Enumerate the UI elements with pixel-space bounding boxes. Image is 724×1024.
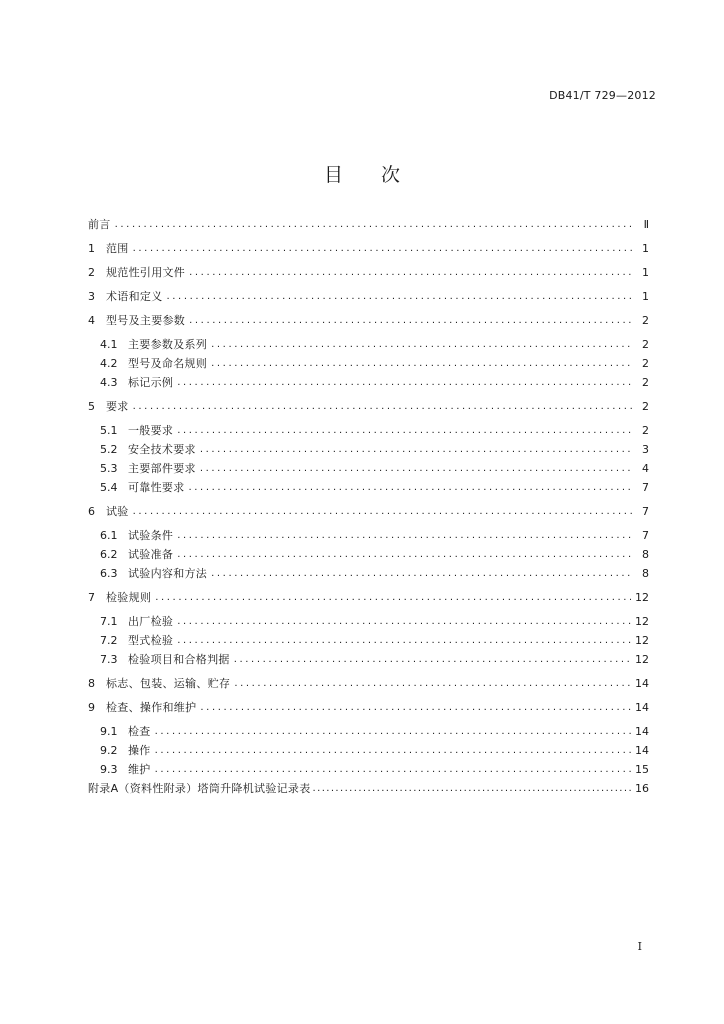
toc-entry-label: 维护 — [128, 763, 151, 776]
dot-leader — [133, 400, 633, 414]
title-char-2: 次 — [381, 164, 401, 186]
toc-entry-number: 5.3 — [100, 462, 118, 475]
dot-leader — [155, 725, 631, 739]
toc-entry-page: 16 — [635, 782, 649, 795]
toc-entry-label: 术语和定义 — [106, 290, 163, 303]
toc-entry-number: 6.3 — [100, 567, 118, 580]
dot-leader — [211, 338, 633, 352]
dot-leader — [189, 314, 633, 328]
toc-entry-7-3[interactable] — [100, 651, 649, 667]
toc-entry-page: 4 — [642, 462, 649, 475]
toc-entry-label: 检查、操作和维护 — [106, 701, 197, 714]
toc-entry-number: 4.1 — [100, 338, 118, 351]
dot-leader — [211, 567, 633, 581]
toc-entry-page: 12 — [635, 634, 649, 647]
toc-entry-number: 3 — [88, 290, 95, 303]
toc-entry-page: 2 — [642, 376, 649, 389]
toc-entry-label: 主要参数及系列 — [128, 338, 208, 351]
toc-entry-page: 15 — [635, 763, 649, 776]
dot-leader — [200, 701, 631, 715]
toc-entry-4[interactable] — [88, 312, 649, 328]
toc-entry-number: 7.2 — [100, 634, 118, 647]
toc-entry-page: 2 — [642, 314, 649, 327]
toc-entry-page: 14 — [635, 725, 649, 738]
toc-entry-number: 5.1 — [100, 424, 118, 437]
toc-entry-page: 8 — [642, 548, 649, 561]
toc-entry-4-1[interactable] — [100, 336, 649, 352]
toc-entry-label: 范围 — [106, 242, 129, 255]
toc-entry-foreword[interactable] — [88, 216, 649, 232]
toc-entry-number: 2 — [88, 266, 95, 279]
toc-entry-label: 标志、包装、运输、贮存 — [106, 677, 231, 690]
toc-entry-number: 4 — [88, 314, 95, 327]
toc-entry-label: 检验项目和合格判据 — [128, 653, 230, 666]
toc-entry-page: 3 — [642, 443, 649, 456]
toc-entry-label: 附录A（资料性附录）塔筒升降机试验记录表 — [88, 782, 311, 795]
toc-entry-label: 可靠性要求 — [128, 481, 185, 494]
toc-entry-page: 2 — [642, 357, 649, 370]
toc-entry-5-3[interactable] — [100, 460, 649, 476]
toc-entry-page: 12 — [635, 591, 649, 604]
toc-entry-8[interactable] — [88, 675, 649, 691]
dot-leader — [155, 744, 631, 758]
toc-entry-page: Ⅱ — [643, 218, 649, 231]
toc-entry-6-1[interactable] — [100, 527, 649, 543]
toc-entry-number: 4.3 — [100, 376, 118, 389]
toc-entry-number: 7 — [88, 591, 95, 604]
dot-leader — [177, 529, 633, 543]
toc-entry-label: 前言 — [88, 218, 111, 231]
toc-entry-number: 9 — [88, 701, 95, 714]
toc-entry-label: 试验 — [106, 505, 129, 518]
toc-entry-5[interactable] — [88, 398, 649, 414]
page-number: I — [637, 940, 642, 953]
toc-entry-1[interactable] — [88, 240, 649, 256]
dot-leader — [189, 481, 634, 495]
toc-entry-9[interactable] — [88, 699, 649, 715]
dot-leader — [177, 615, 631, 629]
dot-leader — [234, 653, 631, 667]
dot-leader — [313, 782, 631, 796]
toc-entry-4-3[interactable] — [100, 374, 649, 390]
dot-leader — [177, 424, 633, 438]
toc-entry-page: 1 — [642, 290, 649, 303]
dot-leader — [177, 634, 631, 648]
toc-entry-number: 9.2 — [100, 744, 118, 757]
toc-entry-label: 检查 — [128, 725, 151, 738]
toc-entry-number: 4.2 — [100, 357, 118, 370]
toc-entry-number: 9.3 — [100, 763, 118, 776]
toc-entry-5-1[interactable] — [100, 422, 649, 438]
toc-entry-page: 12 — [635, 615, 649, 628]
dot-leader — [133, 242, 633, 256]
toc-entry-number: 9.1 — [100, 725, 118, 738]
toc-entry-number: 8 — [88, 677, 95, 690]
toc-entry-4-2[interactable] — [100, 355, 649, 371]
dot-leader — [167, 290, 634, 304]
toc-entry-page: 14 — [635, 701, 649, 714]
toc-entry-label: 要求 — [106, 400, 129, 413]
dot-leader — [115, 218, 633, 232]
toc-entry-5-2[interactable] — [100, 441, 649, 457]
toc-entry-label: 安全技术要求 — [128, 443, 196, 456]
toc-entry-number: 5.4 — [100, 481, 118, 494]
toc-entry-page: 14 — [635, 677, 649, 690]
toc-entry-page: 2 — [642, 338, 649, 351]
toc-entry-label: 型式检验 — [128, 634, 174, 647]
toc-entry-6-2[interactable] — [100, 546, 649, 562]
toc-entry-label: 试验内容和方法 — [128, 567, 208, 580]
toc-entry-label: 型号及主要参数 — [106, 314, 186, 327]
toc-entry-number: 7.3 — [100, 653, 118, 666]
toc-entry-number: 1 — [88, 242, 95, 255]
title-char-1: 目 — [323, 164, 343, 186]
toc-entry-label: 型号及命名规则 — [128, 357, 208, 370]
toc-entry-6[interactable] — [88, 503, 649, 519]
toc-entry-label: 出厂检验 — [128, 615, 174, 628]
toc-entry-label: 标记示例 — [128, 376, 174, 389]
toc-entry-page: 7 — [642, 529, 649, 542]
document-code: DB41/T 729—2012 — [549, 89, 656, 102]
dot-leader — [177, 376, 633, 390]
toc-entry-number: 5.2 — [100, 443, 118, 456]
toc-entry-3[interactable] — [88, 288, 649, 304]
toc-entry-number: 5 — [88, 400, 95, 413]
toc-entry-label: 一般要求 — [128, 424, 174, 437]
toc-entry-label: 检验规则 — [106, 591, 152, 604]
dot-leader — [189, 266, 633, 280]
dot-leader — [155, 763, 631, 777]
toc-entry-7-1[interactable] — [100, 613, 649, 629]
toc-entry-page: 8 — [642, 567, 649, 580]
page-title — [0, 160, 724, 187]
toc-entry-2[interactable] — [88, 264, 649, 280]
toc-entry-label: 试验准备 — [128, 548, 174, 561]
toc-entry-6-3[interactable] — [100, 565, 649, 581]
toc-entry-page: 1 — [642, 266, 649, 279]
dot-leader — [200, 443, 633, 457]
toc-entry-5-4[interactable] — [100, 479, 649, 495]
toc-entry-page: 7 — [642, 481, 649, 494]
dot-leader — [133, 505, 633, 519]
toc-entry-label: 操作 — [128, 744, 151, 757]
toc-entry-page: 12 — [635, 653, 649, 666]
toc-entry-label: 试验条件 — [128, 529, 174, 542]
dot-leader — [211, 357, 633, 371]
toc-entry-page: 14 — [635, 744, 649, 757]
toc-entry-page: 1 — [642, 242, 649, 255]
toc-entry-number: 7.1 — [100, 615, 118, 628]
dot-leader — [155, 591, 631, 605]
toc-entry-page: 2 — [642, 400, 649, 413]
toc-entry-label: 主要部件要求 — [128, 462, 196, 475]
toc-entry-number: 6.1 — [100, 529, 118, 542]
dot-leader — [234, 677, 631, 691]
toc-entry-number: 6.2 — [100, 548, 118, 561]
toc-entry-7[interactable] — [88, 589, 649, 605]
toc-entry-7-2[interactable] — [100, 632, 649, 648]
toc-entry-page: 2 — [642, 424, 649, 437]
toc-entry-9-2[interactable] — [100, 742, 649, 758]
dot-leader — [177, 548, 633, 562]
toc-entry-page: 7 — [642, 505, 649, 518]
toc-entry-number: 6 — [88, 505, 95, 518]
toc-entry-9-3[interactable] — [100, 761, 649, 777]
toc-entry-label: 规范性引用文件 — [106, 266, 186, 279]
dot-leader — [200, 462, 633, 476]
toc-entry-9-1[interactable] — [100, 723, 649, 739]
toc-entry-appendix-a[interactable] — [88, 780, 649, 796]
